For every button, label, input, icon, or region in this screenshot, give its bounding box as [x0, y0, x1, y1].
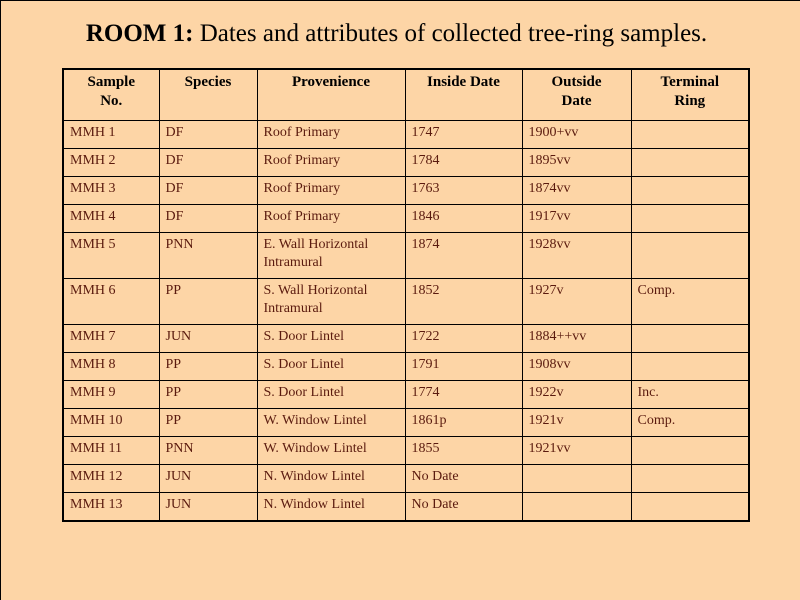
cell-species: JUN — [159, 493, 257, 522]
cell-outside-date: 1928vv — [522, 233, 631, 279]
cell-inside-date: 1846 — [405, 205, 522, 233]
cell-provenience: W. Window Lintel — [257, 409, 405, 437]
cell-inside-date: 1774 — [405, 381, 522, 409]
column-header-line: No. — [100, 93, 123, 109]
column-header-line: Outside — [551, 74, 602, 90]
cell-species: JUN — [159, 465, 257, 493]
cell-inside-date: No Date — [405, 493, 522, 522]
cell-outside-date: 1921v — [522, 409, 631, 437]
cell-provenience: Roof Primary — [257, 121, 405, 149]
column-header-line: Sample — [87, 74, 135, 90]
column-header-line: Terminal — [660, 74, 720, 90]
column-header-species — [159, 69, 257, 121]
cell-provenience: N. Window Lintel — [257, 493, 405, 522]
cell-terminal-ring — [631, 325, 749, 353]
cell-inside-date: 1791 — [405, 353, 522, 381]
cell-species: PP — [159, 353, 257, 381]
cell-terminal-ring — [631, 205, 749, 233]
table-row — [63, 465, 749, 493]
cell-terminal-ring: Inc. — [631, 381, 749, 409]
cell-species: PP — [159, 279, 257, 325]
cell-provenience: N. Window Lintel — [257, 465, 405, 493]
cell-species: PNN — [159, 437, 257, 465]
cell-inside-date: No Date — [405, 465, 522, 493]
cell-species: DF — [159, 149, 257, 177]
column-header-line: Species — [184, 74, 232, 90]
cell-outside-date: 1922v — [522, 381, 631, 409]
cell-sample-no: MMH 4 — [63, 205, 159, 233]
cell-terminal-ring — [631, 437, 749, 465]
column-header-outside-date — [522, 69, 631, 121]
cell-species: DF — [159, 121, 257, 149]
column-header-inside-date — [405, 69, 522, 121]
cell-terminal-ring: Comp. — [631, 409, 749, 437]
cell-species: PP — [159, 381, 257, 409]
column-header-provenience — [257, 69, 405, 121]
table-row — [63, 353, 749, 381]
cell-inside-date: 1747 — [405, 121, 522, 149]
cell-outside-date: 1921vv — [522, 437, 631, 465]
cell-inside-date: 1874 — [405, 233, 522, 279]
cell-provenience: W. Window Lintel — [257, 437, 405, 465]
cell-terminal-ring — [631, 465, 749, 493]
cell-provenience: S. Door Lintel — [257, 381, 405, 409]
cell-inside-date: 1855 — [405, 437, 522, 465]
column-header-line: Date — [561, 93, 592, 109]
table-row — [63, 381, 749, 409]
cell-provenience: Roof Primary — [257, 205, 405, 233]
cell-inside-date: 1852 — [405, 279, 522, 325]
cell-species: PP — [159, 409, 257, 437]
table-row — [63, 493, 749, 522]
title-description: Dates and attributes of collected tree-ring samples. — [193, 20, 708, 47]
cell-sample-no: MMH 5 — [63, 233, 159, 279]
table-row — [63, 121, 749, 149]
cell-outside-date — [522, 465, 631, 493]
cell-inside-date: 1763 — [405, 177, 522, 205]
cell-sample-no: MMH 10 — [63, 409, 159, 437]
column-header-terminal-ring — [631, 69, 749, 121]
column-header-line: Inside Date — [427, 74, 500, 90]
cell-provenience: Roof Primary — [257, 177, 405, 205]
table-header-row — [63, 69, 749, 121]
cell-terminal-ring — [631, 353, 749, 381]
cell-species: DF — [159, 205, 257, 233]
cell-terminal-ring — [631, 493, 749, 522]
cell-provenience: S. Door Lintel — [257, 325, 405, 353]
column-header-line: Provenience — [291, 74, 371, 90]
cell-sample-no: MMH 13 — [63, 493, 159, 522]
cell-species: PNN — [159, 233, 257, 279]
cell-inside-date: 1722 — [405, 325, 522, 353]
cell-terminal-ring — [631, 149, 749, 177]
cell-outside-date: 1874vv — [522, 177, 631, 205]
cell-sample-no: MMH 9 — [63, 381, 159, 409]
table-body — [63, 121, 749, 522]
cell-sample-no: MMH 12 — [63, 465, 159, 493]
cell-terminal-ring — [631, 177, 749, 205]
cell-terminal-ring: Comp. — [631, 279, 749, 325]
cell-sample-no: MMH 3 — [63, 177, 159, 205]
cell-outside-date: 1927v — [522, 279, 631, 325]
cell-sample-no: MMH 2 — [63, 149, 159, 177]
cell-inside-date: 1861p — [405, 409, 522, 437]
cell-species: JUN — [159, 325, 257, 353]
cell-provenience: Roof Primary — [257, 149, 405, 177]
cell-outside-date: 1917vv — [522, 205, 631, 233]
cell-provenience: S. Door Lintel — [257, 353, 405, 381]
cell-sample-no: MMH 8 — [63, 353, 159, 381]
table-row — [63, 437, 749, 465]
cell-sample-no: MMH 7 — [63, 325, 159, 353]
column-header-line: Ring — [674, 93, 706, 109]
cell-outside-date: 1884++vv — [522, 325, 631, 353]
cell-outside-date: 1895vv — [522, 149, 631, 177]
cell-terminal-ring — [631, 233, 749, 279]
cell-sample-no: MMH 1 — [63, 121, 159, 149]
table-row — [63, 205, 749, 233]
tree-ring-samples-table — [62, 68, 750, 522]
cell-outside-date: 1908vv — [522, 353, 631, 381]
cell-outside-date — [522, 493, 631, 522]
cell-provenience: E. Wall Horizontal Intramural — [257, 233, 405, 279]
table-row — [63, 233, 749, 279]
cell-outside-date: 1900+vv — [522, 121, 631, 149]
cell-provenience: S. Wall Horizontal Intramural — [257, 279, 405, 325]
title-room-label: ROOM 1: — [85, 20, 194, 47]
cell-species: DF — [159, 177, 257, 205]
table-row — [63, 177, 749, 205]
cell-inside-date: 1784 — [405, 149, 522, 177]
table-row — [63, 409, 749, 437]
slide-title — [0, 20, 796, 48]
table-row — [63, 279, 749, 325]
column-header-sample-no — [63, 69, 159, 121]
table-row — [63, 325, 749, 353]
cell-terminal-ring — [631, 121, 749, 149]
cell-sample-no: MMH 11 — [63, 437, 159, 465]
table-row — [63, 149, 749, 177]
cell-sample-no: MMH 6 — [63, 279, 159, 325]
